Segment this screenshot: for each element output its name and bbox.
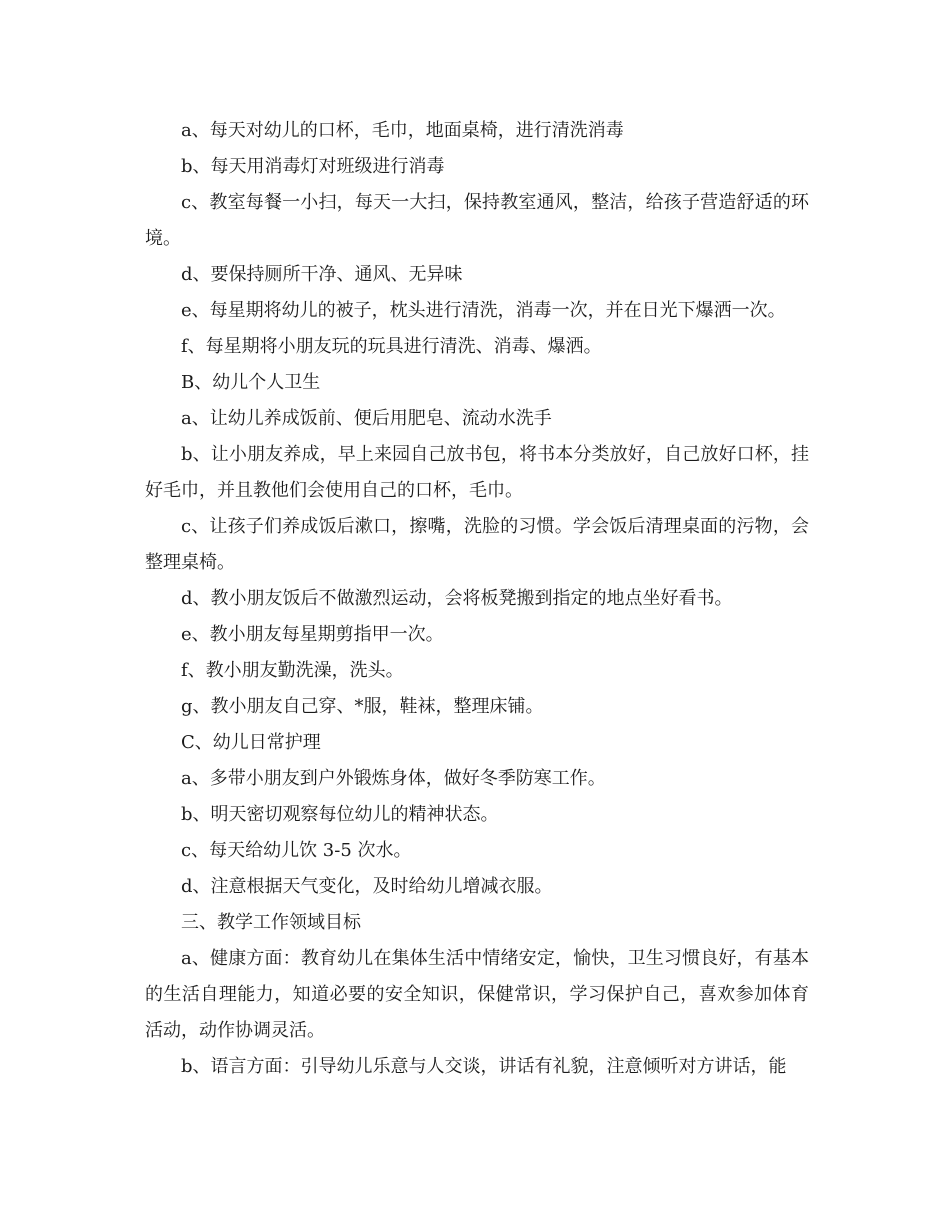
section-heading-b: B、幼儿个人卫生 — [181, 372, 321, 393]
section-heading-c: C、幼儿日常护理 — [181, 732, 321, 753]
paragraph-13: f、教小朋友勤洗澡，洗头。 — [181, 660, 404, 681]
paragraph-18: c、每天给幼儿饮 3-5 次水。 — [181, 840, 412, 861]
paragraph-1: a、每天对幼儿的口杯，毛巾，地面桌椅，进行清洗消毒 — [181, 120, 624, 141]
paragraph-6: f、每星期将小朋友玩的玩具进行清洗、消毒、爆洒。 — [181, 336, 602, 357]
paragraph-11: d、教小朋友饭后不做激烈运动，会将板凳搬到指定的地点坐好看书。 — [181, 588, 733, 609]
paragraph-16: a、多带小朋友到户外锻炼身体，做好冬季防寒工作。 — [181, 768, 606, 789]
paragraph-10: c、让孩子们养成饭后漱口，擦嘴，洗脸的习惯。学会饭后清理桌面的污物，会整理桌椅。 — [145, 516, 809, 573]
paragraph-17: b、明天密切观察每位幼儿的精神状态。 — [181, 804, 499, 825]
paragraph-5: e、每星期将幼儿的被子，枕头进行清洗，消毒一次，并在日光下爆洒一次。 — [181, 300, 786, 321]
paragraph-9: b、让小朋友养成，早上来园自己放书包，将书本分类放好，自己放好口杯，挂好毛巾，并且教他们会使用自己的口杯，毛巾。 — [145, 444, 809, 501]
paragraph-8: a、让幼儿养成饭前、便后用肥皂、流动水洗手 — [181, 408, 552, 429]
paragraph-22: b、语言方面：引导幼儿乐意与人交谈，讲话有礼貌，注意倾听对方讲话，能 — [181, 1056, 787, 1077]
paragraph-19: d、注意根据天气变化，及时给幼儿增减衣服。 — [181, 876, 553, 897]
paragraph-12: e、教小朋友每星期剪指甲一次。 — [181, 624, 444, 645]
paragraph-2: b、每天用消毒灯对班级进行消毒 — [181, 156, 445, 177]
paragraph-14: g、教小朋友自己穿、*服，鞋袜，整理床铺。 — [181, 696, 544, 717]
paragraph-4: d、要保持厕所干净、通风、无异味 — [181, 264, 463, 285]
paragraph-3: c、教室每餐一小扫，每天一大扫，保持教室通风，整洁，给孩子营造舒适的环境。 — [145, 192, 809, 249]
document-body — [145, 113, 809, 1085]
section-heading-3: 三、教学工作领域目标 — [181, 912, 361, 933]
paragraph-21: a、健康方面：教育幼儿在集体生活中情绪安定，愉快，卫生习惯良好，有基本的生活自理能力，知道必要的安全知识，保健常识，学习保护自己，喜欢参加体育活动，动作协调灵活。 — [145, 948, 809, 1041]
